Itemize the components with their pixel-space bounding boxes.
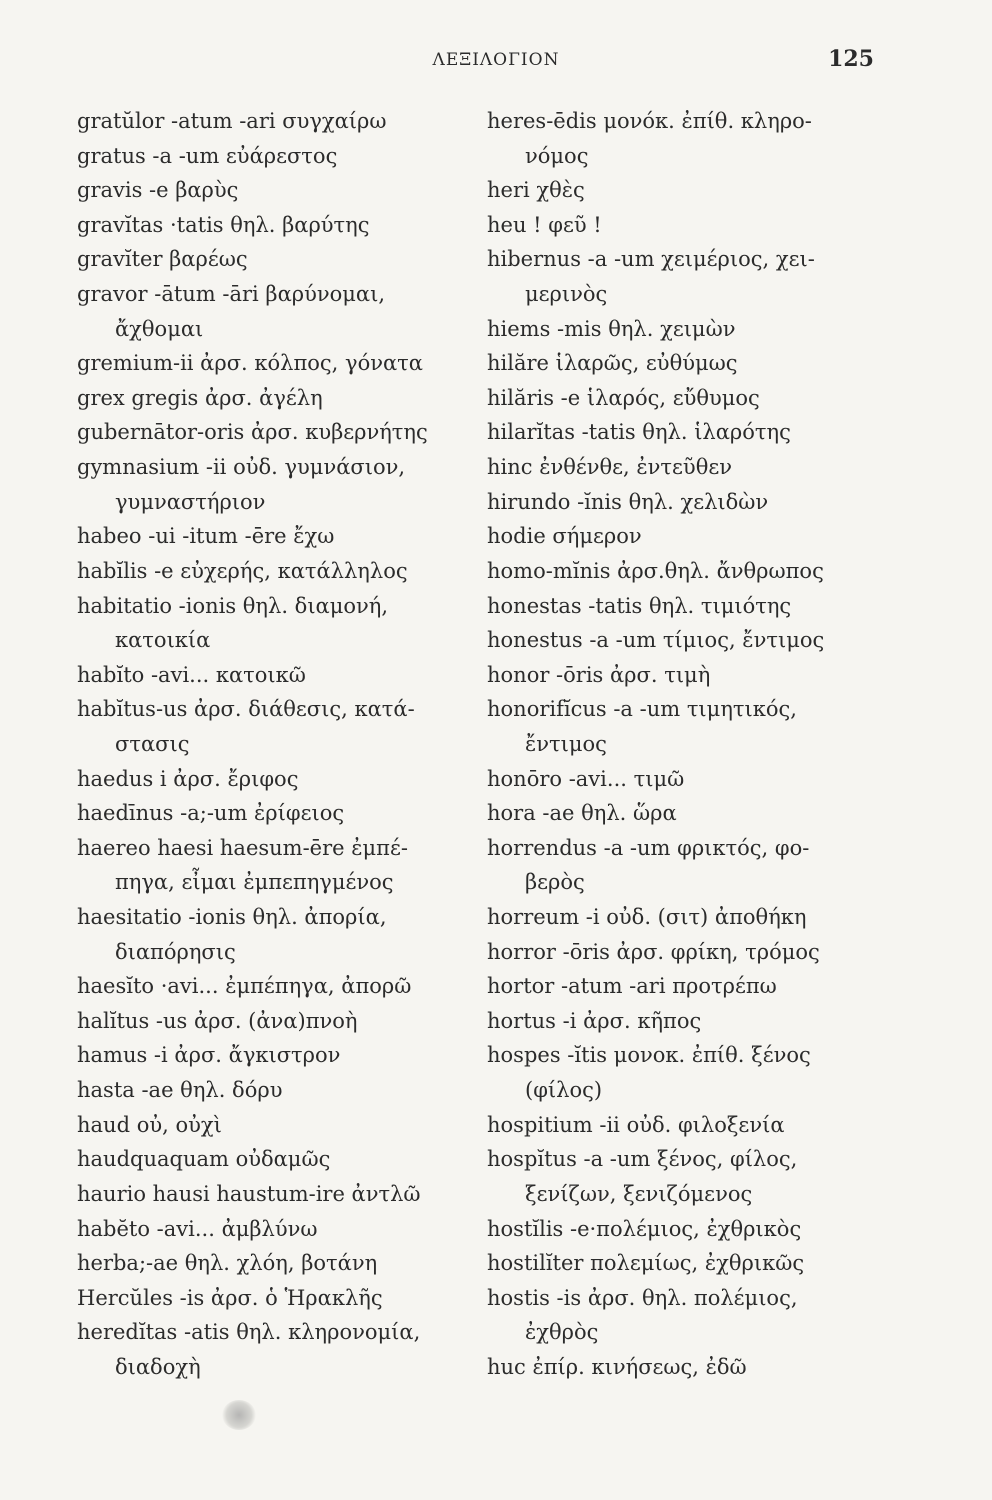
- entry-continuation-line: ξενίζων, ξενιζόμενος: [525, 1181, 753, 1206]
- entry-line: habeo -ui -itum -ēre ἔχω: [77, 524, 335, 549]
- entry-line: hilarĭtas -tatis θηλ. ἱλαρότης: [487, 420, 791, 445]
- entry-line: halĭtus -us ἀρσ. (ἀνα)πνοὴ: [77, 1008, 358, 1033]
- entry-line: haedīnus -a;-um ἐρίφειος: [77, 801, 345, 826]
- entry-line: hibernus -a -um χειμέριος, χει-: [487, 247, 815, 272]
- entry-line: hostĭlis -e·πολέμιος, ἐχθρικὸς: [487, 1216, 802, 1241]
- entry-line: gravis -e βαρὺς: [77, 178, 239, 203]
- entry-line: hamus -i ἀρσ. ἄγκιστρον: [77, 1043, 341, 1068]
- entry-line: hora -ae θηλ. ὥρα: [487, 801, 677, 826]
- entry-line: honorifĭcus -a -um τιμητικός,: [487, 697, 797, 722]
- entry-line: heu ! φεῦ !: [487, 212, 602, 237]
- entry-line: hostilĭter πολεμίως, ἐχθρικῶς: [487, 1251, 805, 1276]
- entry-line: gravĭter βαρέως: [77, 247, 248, 272]
- entry-line: honestas -tatis θηλ. τιμιότης: [487, 593, 792, 618]
- entry-line: habĭto -avi... κατοικῶ: [77, 662, 306, 687]
- entry-line: haurio hausi haustum-ire ἀντλῶ: [77, 1181, 421, 1206]
- entry-line: habitatio -ionis θηλ. διαμονή,: [77, 593, 389, 618]
- entry-line: hodie σήμερον: [487, 524, 642, 549]
- entry-continuation-line: ἔντιμος: [525, 731, 607, 756]
- running-title: ΛΕΞΙΛΟΓΙΟΝ: [432, 50, 560, 70]
- entry-continuation-line: βερὸς: [525, 870, 585, 895]
- entry-continuation-line: γυμναστήριον: [115, 489, 266, 514]
- entry-continuation-line: νόμος: [525, 143, 589, 168]
- left-column: [77, 104, 487, 1385]
- entry-line: hilăris -e ἱλαρός, εὔθυμος: [487, 385, 760, 410]
- entry-line: honestus -a -um τίμιος, ἔντιμος: [487, 628, 825, 653]
- entry-line: hostis -is ἀρσ. θηλ. πολέμιος,: [487, 1285, 798, 1310]
- ink-smudge: [222, 1400, 256, 1430]
- entry-continuation-line: διαπόρησις: [115, 939, 236, 964]
- entry-line: gymnasium -ii οὐδ. γυμνάσιον,: [77, 455, 406, 480]
- entry-line: Hercŭles -is ἀρσ. ὁ Ἡρακλῆς: [77, 1285, 383, 1310]
- entry-line: haereo haesi haesum-ēre ἐμπέ-: [77, 835, 408, 860]
- entry-line: gravor -ātum -āri βαρύνομαι,: [77, 282, 386, 307]
- entry-line: haesĭto ·avi... ἐμπέπηγα, ἀπορῶ: [77, 974, 412, 999]
- entry-line: hospitium -ii οὐδ. φιλοξενία: [487, 1112, 785, 1137]
- entry-line: hasta -ae θηλ. δόρυ: [77, 1078, 283, 1103]
- entry-continuation-line: ἄχθομαι: [115, 316, 204, 341]
- entry-continuation-line: στασις: [115, 731, 190, 756]
- entry-continuation-line: μερινὸς: [525, 282, 608, 307]
- entry-line: haud οὐ, οὐχὶ: [77, 1112, 222, 1137]
- entry-line: habĭlis -e εὐχερής, κατάλληλος: [77, 558, 408, 583]
- entry-continuation-line: διαδοχὴ: [115, 1354, 201, 1379]
- entry-line: heres-ēdis μονόκ. ἐπίθ. κληρο-: [487, 109, 812, 133]
- entry-continuation-line: κατοικία: [115, 628, 211, 653]
- entry-line: huc ἐπίρ. κινήσεως, ἐδῶ: [487, 1354, 747, 1379]
- entry-line: gratŭlor -atum -ari συγχαίρω: [77, 109, 387, 133]
- entry-line: horreum -i οὐδ. (σιτ) ἀποθήκη: [487, 905, 807, 930]
- entry-line: gratus -a -um εὐάρεστος: [77, 143, 338, 168]
- entry-line: haudquaquam οὐδαμῶς: [77, 1147, 331, 1172]
- entry-line: heri χθὲς: [487, 178, 585, 203]
- entry-line: hilăre ἱλαρῶς, εὐθύμως: [487, 351, 738, 376]
- entry-line: hirundo -ĭnis θηλ. χελιδὼν: [487, 489, 769, 514]
- entry-line: gubernātor-oris ἀρσ. κυβερνήτης: [77, 420, 428, 445]
- entry-line: hortus -i ἀρσ. κῆπος: [487, 1008, 702, 1033]
- entry-line: heredĭtas -atis θηλ. κληρονομία,: [77, 1320, 421, 1345]
- entry-line: hospĭtus -a -um ξένος, φίλος,: [487, 1147, 798, 1172]
- entry-continuation-line: πηγα, εἶμαι ἐμπεπηγμένος: [115, 870, 394, 895]
- entry-line: gremium-ii ἀρσ. κόλπος, γόνατα: [77, 351, 423, 376]
- entry-line: horror -ōris ἀρσ. φρίκη, τρόμος: [487, 939, 820, 964]
- entry-line: habĭtus-us ἀρσ. διάθεσις, κατά-: [77, 697, 415, 722]
- entry-line: gravĭtas ·tatis θηλ. βαρύτης: [77, 212, 370, 237]
- entry-line: hinc ἐνθένθε, ἐντεῦθεν: [487, 455, 732, 480]
- entry-line: herba;-ae θηλ. χλόη, βοτάνη: [77, 1251, 378, 1276]
- right-column: [487, 104, 907, 1385]
- entry-line: hospes -ĭtis μονοκ. ἐπίθ. ξένος: [487, 1043, 811, 1068]
- entry-line: honōro -avi... τιμῶ: [487, 766, 685, 791]
- entry-line: hiems -mis θηλ. χειμὼν: [487, 316, 736, 341]
- entry-line: horrendus -a -um φρικτός, φο-: [487, 835, 810, 860]
- page-number: 125: [828, 46, 874, 72]
- entry-continuation-line: (φίλος): [525, 1078, 603, 1103]
- entry-continuation-line: ἐχθρὸς: [525, 1320, 599, 1345]
- entry-line: haedus i ἀρσ. ἔριφος: [77, 766, 299, 791]
- entry-line: grex gregis ἀρσ. ἀγέλη: [77, 385, 323, 410]
- running-head: [0, 46, 992, 76]
- entry-line: hortor -atum -ari προτρέπω: [487, 974, 777, 999]
- entry-line: homo-mĭnis ἀρσ.θηλ. ἄνθρωπος: [487, 558, 824, 583]
- entry-line: honor -ōris ἀρσ. τιμὴ: [487, 662, 711, 687]
- entry-line: habĕto -avi... ἀμβλύνω: [77, 1216, 318, 1241]
- entry-line: haesitatio -ionis θηλ. ἀπορία,: [77, 905, 387, 930]
